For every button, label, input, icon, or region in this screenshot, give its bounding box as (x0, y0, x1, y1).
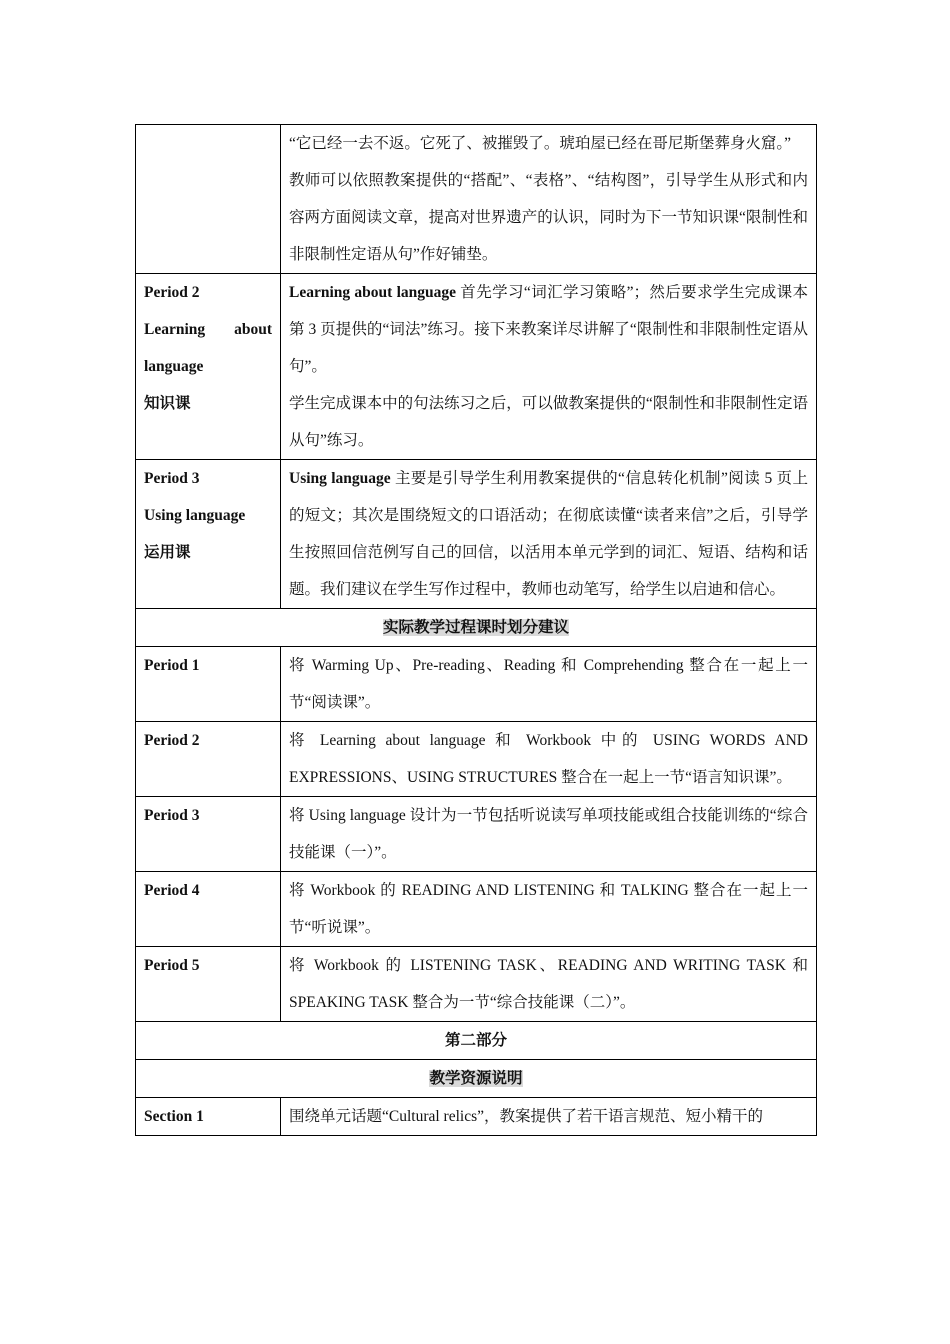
row-content-cell: 围绕单元话题“Cultural relics”，教案提供了若干语言规范、短小精干的 (281, 1098, 817, 1136)
period-type-cn: 知识课 (144, 395, 191, 412)
row-label-cell: Period 1 (136, 647, 281, 722)
row-label-cell: Period 4 (136, 872, 281, 947)
table-row (136, 1060, 817, 1098)
lesson-plan-table (135, 124, 817, 1136)
keyword: Using language (289, 470, 391, 487)
keyword: Learning about language (289, 284, 457, 301)
table-row (136, 460, 817, 609)
row-label-cell: Period 3 (136, 797, 281, 872)
section-header-cell (136, 1060, 817, 1098)
paragraph-text: 主要是引导学生利用教案提供的“信息转化机制”阅读 5 页上的短文；其次是围绕短文的口语活动；在彻底读懂“读者来信”之后，引导学生按照回信范例写自己的回信，以活用本单元学到的词汇、短语、结构和话题。我们建议在学生写作过程中，教师也动笔写，给学生以启迪和信心。 (289, 470, 808, 598)
paragraph-text: 首先学习“词汇学习策略”；然后要求学生完成课本第 3 页提供的“词法”练习。接下来教案详尽讲解了“限制性和非限制性定语从句”。 (289, 284, 808, 375)
table-row (136, 947, 817, 1022)
period-type-cn: 运用课 (144, 544, 191, 561)
table-row (136, 1098, 817, 1136)
table-row (136, 797, 817, 872)
row-content-cell: 将 Workbook 的 READING AND LISTENING 和 TALKING 整合在一起上一节“听说课”。 (281, 872, 817, 947)
table-row (136, 647, 817, 722)
table-row (136, 722, 817, 797)
paragraph (289, 274, 808, 385)
row-content-cell (281, 460, 817, 609)
period-label: Period 2 (144, 284, 200, 301)
table-row (136, 274, 817, 460)
section-header-cell (136, 609, 817, 647)
table-row (136, 1022, 817, 1060)
row-label-cell: Period 2 (136, 722, 281, 797)
section-header: 教学资源说明 (429, 1070, 523, 1087)
part-header-cell (136, 1022, 817, 1060)
paragraph: 学生完成课本中的句法练习之后，可以做教案提供的“限制性和非限制性定语从句”练习。 (289, 395, 808, 449)
table-row (136, 125, 817, 274)
period-type-word: language (144, 358, 204, 375)
row-content-cell: 将 Learning about language 和 Workbook 中的 USING WORDS AND EXPRESSIONS、USING STRUCTURES 整合在一起上一节“语言知识课”。 (281, 722, 817, 797)
row-content-cell: 将 Using language 设计为一节包括听说读写单项技能或组合技能训练的“综合技能课（一）”。 (281, 797, 817, 872)
row-content-cell: 将 Workbook 的 LISTENING TASK、READING AND WRITING TASK 和 SPEAKING TASK 整合为一节“综合技能课（二）”。 (281, 947, 817, 1022)
row-label-cell: Section 1 (136, 1098, 281, 1136)
table-row (136, 872, 817, 947)
row-label-cell (136, 460, 281, 609)
period-label: Period 3 (144, 470, 200, 487)
row-label-cell (136, 125, 281, 274)
period-type: Using language (144, 507, 246, 524)
row-label-cell (136, 274, 281, 460)
paragraph: 教师可以依照教案提供的“搭配”、“表格”、“结构图”，引导学生从形式和内容两方面阅读文章，提高对世界遗产的认识，同时为下一节知识课“限制性和非限制性定语从句”作好铺垫。 (289, 172, 808, 263)
table-row (136, 609, 817, 647)
row-label-cell: Period 5 (136, 947, 281, 1022)
part-header: 第二部分 (444, 1032, 507, 1049)
paragraph (289, 460, 808, 608)
period-type-word: about (234, 321, 272, 338)
row-content-cell: 将 Warming Up、Pre-reading、Reading 和 Comprehending 整合在一起上一节“阅读课”。 (281, 647, 817, 722)
row-content-cell (281, 274, 817, 460)
row-content-cell (281, 125, 817, 274)
period-type-line (144, 311, 272, 348)
section-header: 实际教学过程课时划分建议 (382, 619, 569, 636)
period-type-word: Learning (144, 321, 206, 338)
paragraph: “它已经一去不返。它死了、被摧毁了。琥珀屋已经在哥尼斯堡葬身火窟。” (289, 135, 792, 152)
